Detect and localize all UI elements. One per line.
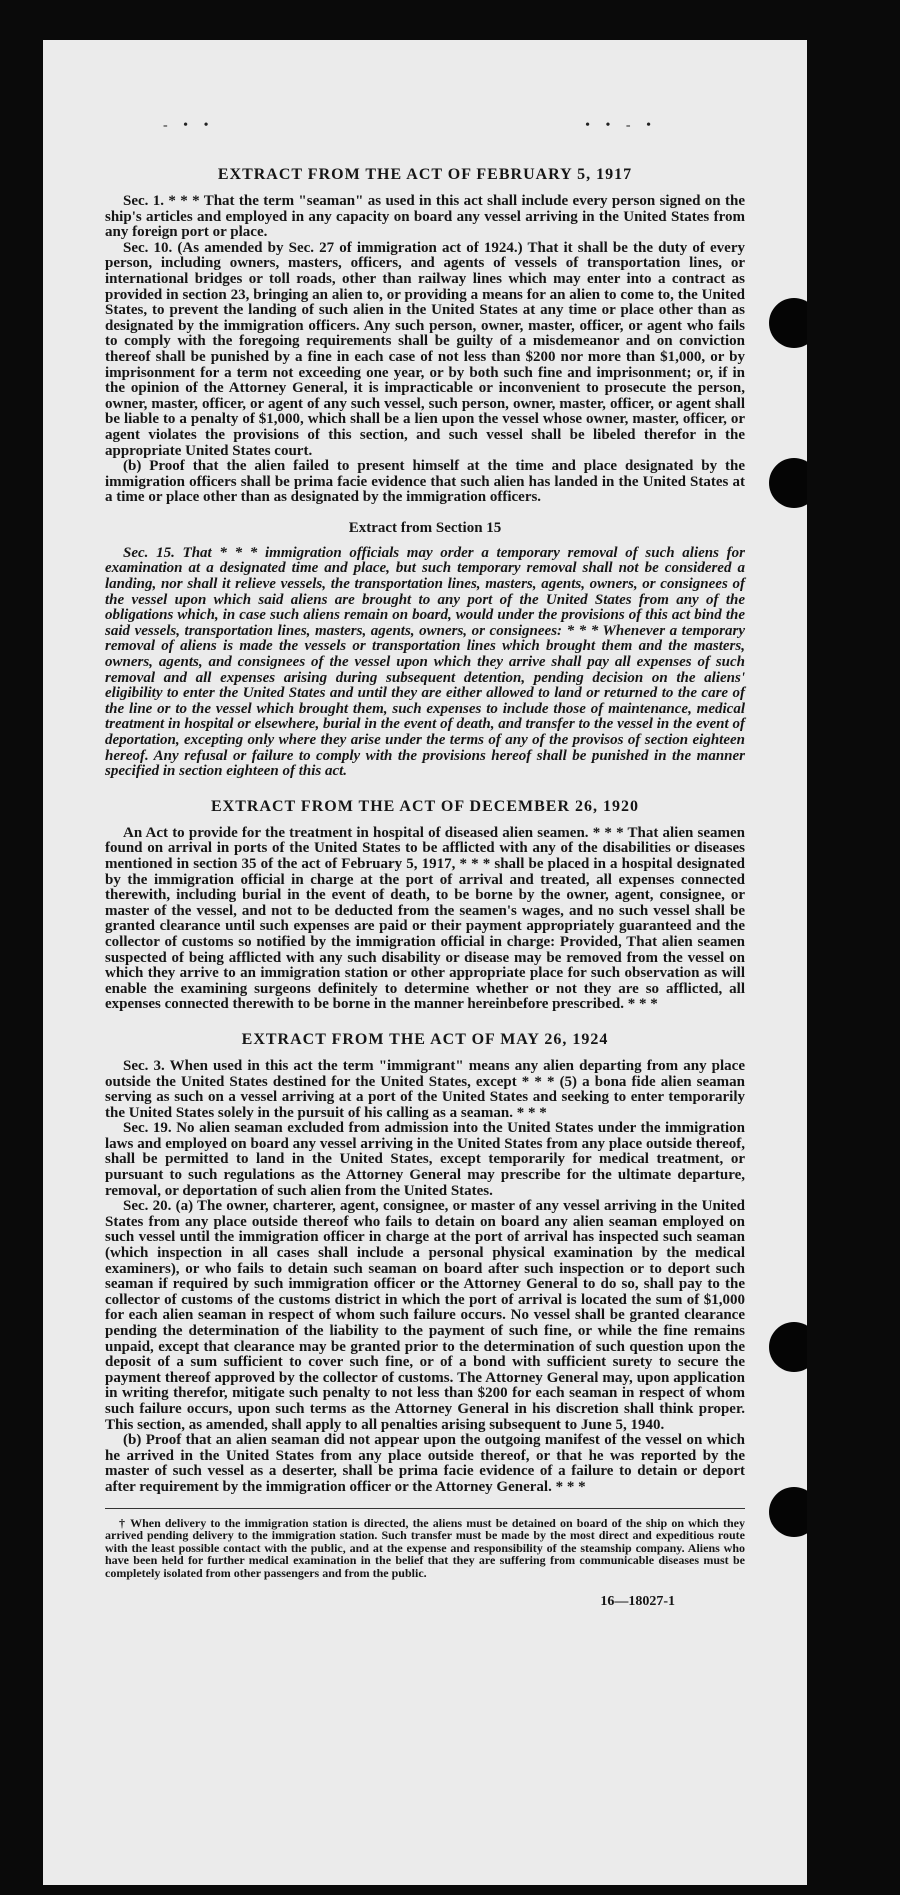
punch-hole [769,1487,807,1537]
footnote: † When delivery to the immigration station is directed, the aliens must be detained on board of the ship on which they arrived pending delivery to the immigration station. Such transfer must be made by the most direct and expeditious route with the least possible contact with the public, and at the expense and responsibility of the steamship company. Aliens who have been held for further medical examination in the belief that they are suffering from communicable diseases must be completely isolated from other passengers and from the public. [105,1515,745,1580]
heading-act-1924: EXTRACT FROM THE ACT OF MAY 26, 1924 [241,1030,609,1048]
paragraph-sec19: Sec. 19. No alien seaman excluded from admission into the United States under the immigration laws and employed on board any vessel arriving in the United States from any place outside thereof, shall be permitted to land in the United States, except temporarily for medical treatment, or pursuant to such regulations as the Attorney General may prescribe for the ultimate departure, removal, or deportation of such alien from the United States. [105,1120,745,1199]
punch-hole [769,458,807,508]
heading-act-1920: EXTRACT FROM THE ACT OF DECEMBER 26, 1920 [210,797,639,815]
stamp-marks-left: - • • [163,118,215,133]
paragraph-sec15: Sec. 15. That * * * immigration officials may order a temporary removal of such aliens for examination at a designated time and place, but such temporary removal shall not be considered a landing, nor shall it relieve vessels, the transportation lines, masters, agents, owners, or consignees of the vessel upon which said aliens are brought to any port of the United States from any of the obligations which, in case such aliens remain on board, would under the provisions of this act bind the said vessels, transportation lines, masters, agents, owners, or consignees: * * * Whenever a temporary removal of aliens is made the vessels or transportation lines which brought them and the masters, owners, agents, and consignees of the vessel upon which they arrive shall pay all expenses of such removal and all expenses arising during subsequent detention, pending decision on the aliens' eligibility to enter the United States and until they are either allowed to land or returned to the care of the line or to the vessel which brought them, such expenses to include those of maintenance, medical treatment in hospital or elsewhere, burial in the event of death, and transfer to the vessel in the event of deportation, excepting only where they arise under the terms of any of the provisos of section eighteen hereof. Any refusal or failure to comply with the provisions hereof shall be punished in the manner specified in section eighteen of this act. [105,544,745,780]
paragraph-sec1: Sec. 1. * * * That the term "seaman" as used in this act shall include every person signed on the ship's articles and employed in any capacity on board any vessel arriving in the United States from any foreign port or place. [105,193,745,241]
heading-section-15: Extract from Section 15 [348,519,502,536]
paragraph-sec3: Sec. 3. When used in this act the term "immigrant" means any alien departing from any place outside the United States destined for the United States, except * * * (5) a bona fide alien seaman serving as such on a vessel arriving at a port of the United States and seeking to enter temporarily the United States solely in the pursuit of his calling as a seaman. * * * [105,1057,745,1121]
paragraph-act-1920: An Act to provide for the treatment in hospital of diseased alien seamen. * * * That alien seamen found on arrival in ports of the United States to be afflicted with any of the disabilities or diseases mentioned in section 35 of the act of February 5, 1917, * * * shall be placed in a hospital designated by the immigration official in charge at the port of arrival and treated, all expenses connected therewith, including burial in the event of death, to be borne by the owner, agent, consignee, or master of the vessel, and not to be deducted from the seamen's wages, and no such vessel shall be granted clearance until such expenses are paid or their payment appropriately guaranteed and the collector of customs so notified by the immigration official in charge: Provided, That alien seamen suspected of being afflicted with any such disability or disease may be removed from the vessel on which they arrive to an immigration station or other appropriate place for such observation as will enable the examining surgeons definitely to determine whether or not they are so afflicted, all expenses connected therewith to be borne in the manner hereinbefore prescribed. * * * [105,824,745,1013]
heading-act-1917: EXTRACT FROM THE ACT OF FEBRUARY 5, 1917 [217,166,633,183]
paragraph-sec10b: (b) Proof that the alien failed to present himself at the time and place designated by the immigration officers shall be prima facie evidence that such alien has landed in the United States at a time or place other than as designated by the immigration officers. [105,458,745,506]
paragraph-sec10: Sec. 10. (As amended by Sec. 27 of immigration act of 1924.) That it shall be the duty of every person, including owners, masters, officers, and agents of vessels of transportation lines, or international bridges or toll roads, other than railway lines which may enter into a contract as provided in section 23, bringing an alien to, or providing a means for an alien to come to, the United States, to prevent the landing of such alien in the United States at any time or place other than as designated by the immigration officers. Any such person, owner, master, officer, or agent who fails to comply with the foregoing requirements shall be guilty of a misdemeanor and on conviction thereof shall be punished by a fine in each case of not less than $200 nor more than $1,000, or by imprisonment for a term not exceeding one year, or by both such fine and imprisonment; or, if in the opinion of the Attorney General, it is impracticable or inconvenient to prosecute the person, owner, master, officer, or agent of any such vessel, such person, owner, master, officer, or agent shall be liable to a penalty of $1,000, which shall be a lien upon the vessel whose owner, master, officer, or agent violates the provisions of this section, and such vessel shall be libeled therefor in the appropriate United States court. [105,239,745,459]
punch-hole [769,298,807,348]
paragraph-sec20b: (b) Proof that an alien seaman did not appear upon the outgoing manifest of the vessel on which he arrived in the United States from any place outside thereof, or that he was reported by the master of such vessel as a deserter, shall be prima facie evidence of a failure to detain or deport after requirement by the immigration officer or the Attorney General. * * * [105,1432,745,1495]
punch-hole [769,1322,807,1372]
paragraph-sec20a: Sec. 20. (a) The owner, charterer, agent, consignee, or master of any vessel arriving in the United States from any place outside thereof who fails to detain on board any alien seaman employed on such vessel until the immigration officer in charge at the port of arrival has inspected such seaman (which inspection in all cases shall include a personal physical examination by the medical examiners), or who fails to detain such seaman on board after such inspection or to deport such seaman if required by such immigration officer or the Attorney General to do so, shall pay to the collector of customs of the customs district in which the port of arrival is located the sum of $1,000 for each alien seaman in respect of whom such failure occurs. No vessel shall be granted clearance pending the determination of the liability to the payment of such fine, or while the fine remains unpaid, except that clearance may be granted prior to the determination of such question upon the deposit of a sum sufficient to cover such fine, or of a bond with sufficient surety to secure the payment thereof approved by the collector of customs. The Attorney General may, upon application in writing therefor, mitigate such penalty to not less than $200 for each seaman in respect of whom such failure occurs, upon such terms as the Attorney General in his discretion shall think proper. This section, as amended, shall apply to all penalties arising subsequent to June 5, 1940. [105,1198,745,1433]
footnote-divider [105,1508,745,1509]
form-code: 16—18027-1 [600,1593,675,1609]
document-page [43,40,807,1885]
stamp-marks-right: • • - • [585,118,657,133]
